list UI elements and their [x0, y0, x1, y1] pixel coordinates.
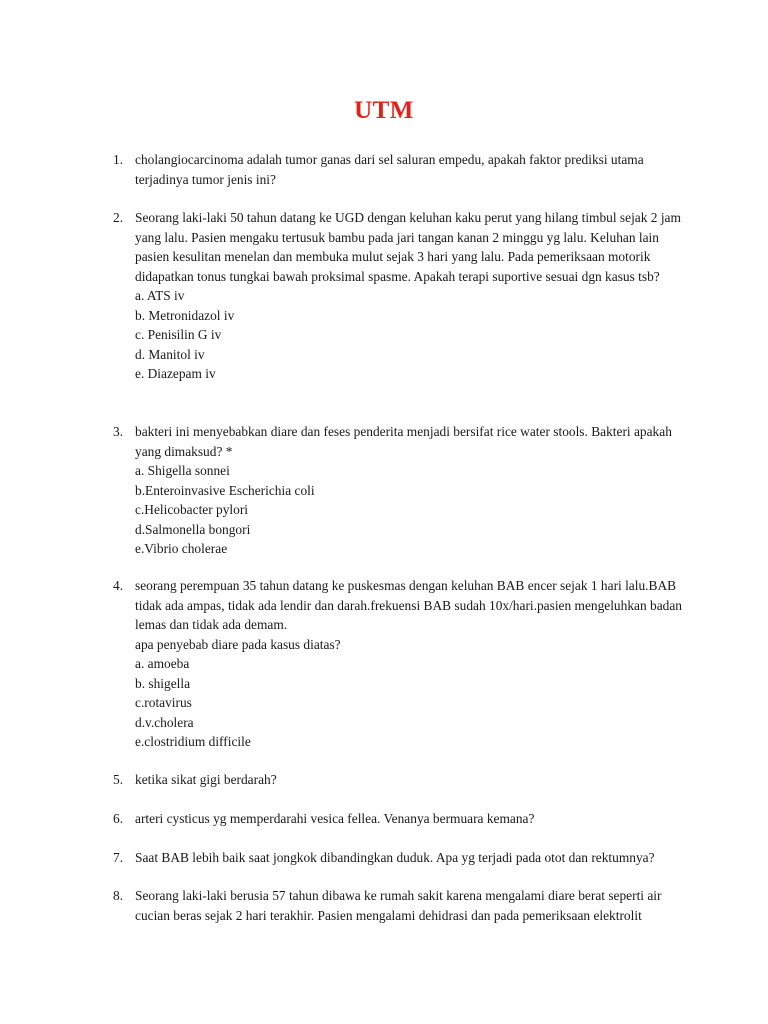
- question-text: Seorang laki-laki 50 tahun datang ke UGD dengan keluhan kaku perut yang hilang timbul sejak 2 jam yang lalu. Pasien mengaku tertusuk bambu pada jari tangan kanan 2 minggu yg lalu. Keluhan lain pasien kesulitan menelan dan membuka mulut sejak 3 hari yang lalu. Pada pemeriksaan motorik didapatkan tonus tungkai bawah proksimal spasme. Apakah terapi suportive sesuai dgn kasus tsb?: [135, 210, 681, 284]
- answer-option: a. amoeba: [135, 656, 190, 671]
- question-6: [113, 809, 683, 829]
- answer-option: d. Manitol iv: [135, 346, 205, 362]
- question-text: Seorang laki-laki berusia 57 tahun dibawa ke rumah sakit karena mengalami diare berat seperti air cucian beras sejak 2 hari terakhir. Pasien mengalami dehidrasi dan pada pemeriksaan elektrolit: [135, 888, 662, 923]
- question-number: 5.: [113, 772, 124, 787]
- question-text: ketika sikat gigi berdarah?: [135, 772, 277, 787]
- question-2: [113, 208, 683, 384]
- question-5: [113, 770, 683, 790]
- question-text: arteri cysticus yg memperdarahi vesica fellea. Venanya bermuara kemana?: [135, 811, 535, 826]
- answer-option: e.clostridium difficile: [135, 734, 251, 749]
- answer-option: b. shigella: [135, 675, 191, 691]
- question-3: [113, 422, 683, 559]
- answer-option: c.Helicobacter pylori: [135, 502, 249, 517]
- question-4: [113, 576, 683, 752]
- answer-option: a. ATS iv: [135, 288, 185, 303]
- answer-option: b.Enteroinvasive Escherichia coli: [135, 482, 315, 498]
- document-title: UTM: [354, 97, 414, 124]
- question-text: bakteri ini menyebabkan diare dan feses penderita menjadi bersifat rice water stools. Bakteri apakah yang dimaksud? *: [135, 424, 672, 459]
- answer-option: e.Vibrio cholerae: [135, 541, 228, 556]
- question-text: seorang perempuan 35 tahun datang ke puskesmas dengan keluhan BAB encer sejak 1 hari lalu.BAB tidak ada ampas, tidak ada lendir dan darah.frekuensi BAB sudah 10x/hari.pasien mengeluhkan badan lemas dan tidak ada demam.: [135, 578, 682, 632]
- question-number: 3.: [113, 424, 124, 439]
- answer-option: a. Shigella sonnei: [135, 463, 230, 478]
- answer-option: b. Metronidazol iv: [135, 307, 235, 323]
- question-number: 2.: [113, 210, 124, 225]
- question-text: cholangiocarcinoma adalah tumor ganas dari sel saluran empedu, apakah faktor prediksi utama terjadinya tumor jenis ini?: [135, 152, 644, 187]
- question-text: Saat BAB lebih baik saat jongkok dibandingkan duduk. Apa yg terjadi pada otot dan rektumnya?: [135, 850, 655, 865]
- question-number: 6.: [113, 811, 124, 826]
- question-number: 1.: [113, 152, 124, 167]
- answer-option: c. Penisilin G iv: [135, 327, 222, 342]
- question-7: [113, 848, 683, 868]
- answer-option: d.Salmonella bongori: [135, 521, 251, 537]
- question-number: 8.: [113, 888, 124, 903]
- question-8: [113, 886, 683, 925]
- answer-option: d.v.cholera: [135, 714, 194, 730]
- question-subtext: apa penyebab diare pada kasus diatas?: [135, 636, 341, 652]
- answer-option: c.rotavirus: [135, 695, 192, 710]
- question-number: 4.: [113, 578, 124, 593]
- question-1: [113, 150, 683, 189]
- question-number: 7.: [113, 850, 124, 865]
- answer-option: e. Diazepam iv: [135, 366, 216, 381]
